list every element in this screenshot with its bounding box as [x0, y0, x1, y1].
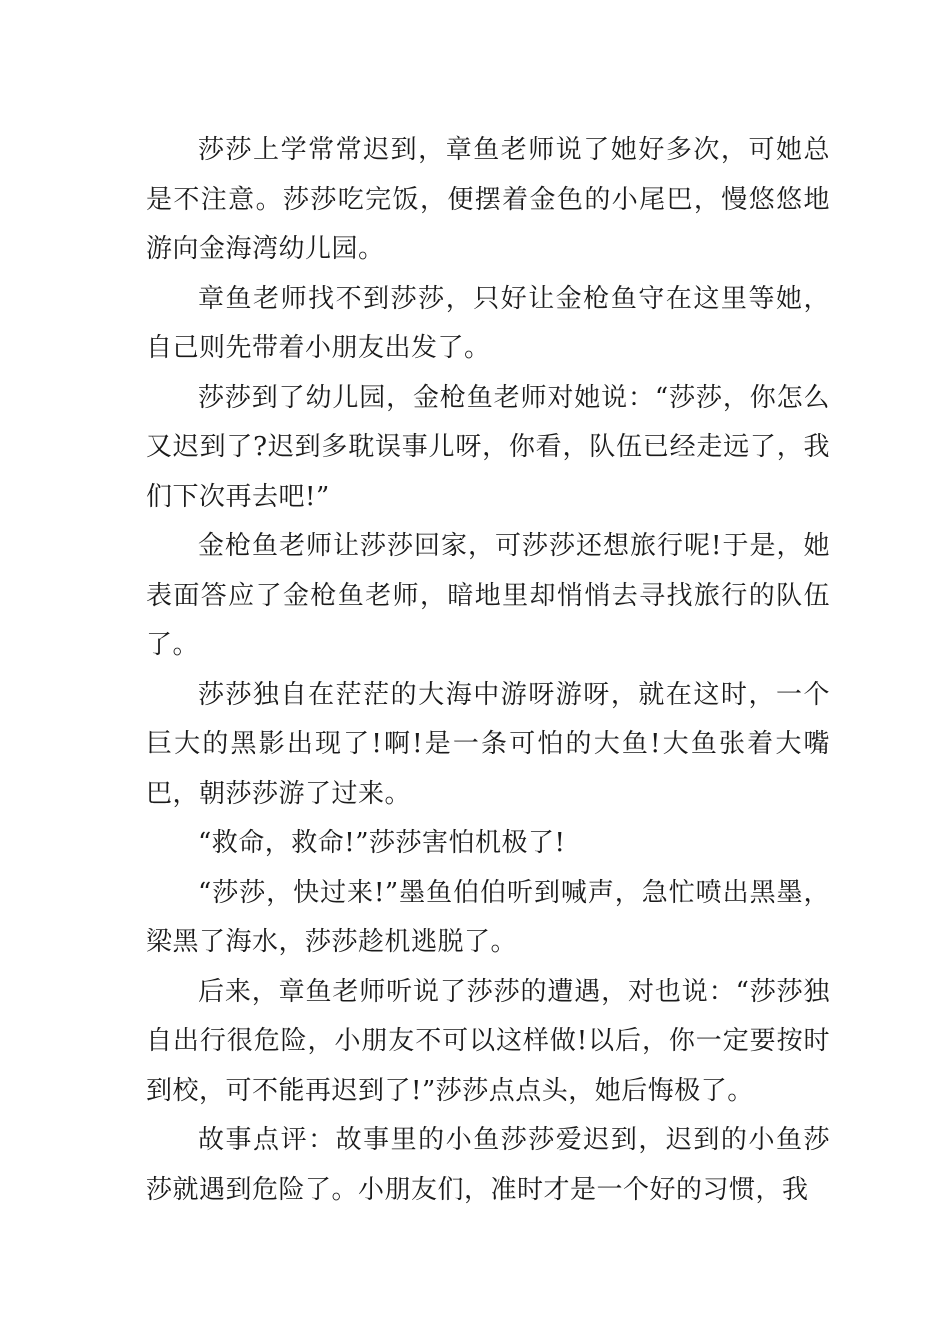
paragraph-1: 莎莎上学常常迟到，章鱼老师说了她好多次，可她总是不注意。莎莎吃完饭，便摆着金色的小尾巴，慢悠悠地游向金海湾幼儿园。	[146, 135, 830, 264]
paragraph-3: 莎莎到了幼儿园，金枪鱼老师对她说：“莎莎，你怎么又迟到了?迟到多耽误事儿呀，你看，队伍已经走远了，我们下次再去吧!”	[146, 382, 830, 512]
paragraph-5: 莎莎独自在茫茫的大海中游呀游呀，就在这时，一个巨大的黑影出现了!啊!是一条可怕的大鱼!大鱼张着大嘴巴，朝莎莎游了过来。	[146, 679, 830, 809]
paragraph-2: 章鱼老师找不到莎莎，只好让金枪鱼守在这里等她，自己则先带着小朋友出发了。	[146, 283, 830, 363]
document-body	[146, 126, 830, 1215]
paragraph-8: 后来，章鱼老师听说了莎莎的遭遇，对也说：“莎莎独自出行很危险，小朋友不可以这样做!以后，你一定要按时到校，可不能再迟到了!”莎莎点点头，她后悔极了。	[146, 976, 830, 1106]
paragraph-6: “救命，救命!”莎莎害怕机极了!	[198, 828, 566, 858]
paragraph-9: 故事点评：故事里的小鱼莎莎爱迟到，迟到的小鱼莎莎就遇到危险了。小朋友们，准时才是一个好的习惯，我	[146, 1125, 830, 1205]
paragraph-4: 金枪鱼老师让莎莎回家，可莎莎还想旅行呢!于是，她表面答应了金枪鱼老师，暗地里却悄悄去寻找旅行的队伍了。	[146, 531, 830, 660]
paragraph-7: “莎莎，快过来!”墨鱼伯伯听到喊声，急忙喷出黑墨，梁黑了海水，莎莎趁机逃脱了。	[146, 877, 830, 957]
